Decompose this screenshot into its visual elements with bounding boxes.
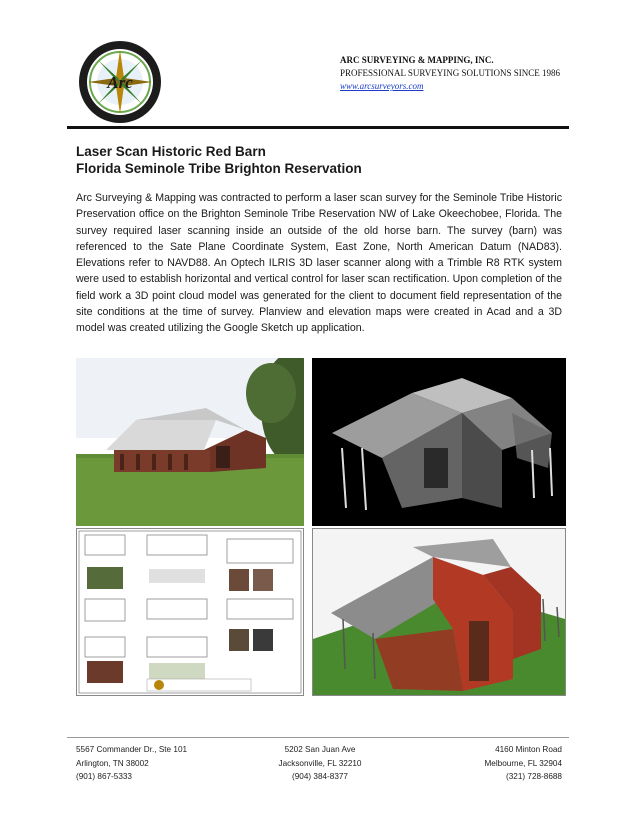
footer-divider — [67, 737, 569, 738]
office-arlington — [76, 743, 187, 784]
logo-text: Arc — [107, 73, 133, 92]
office-address: 5567 Commander Dr., Ste 101 — [76, 745, 188, 754]
company-info — [340, 54, 560, 93]
office-city: Jacksonville, FL 32210 — [278, 758, 362, 768]
description-paragraph: Arc Surveying & Mapping was contracted to perform a laser scan survey for the Seminole Tribe Historic Preservation office on the Brighton Seminole Tribe Reservation NW of Lake Okeechobee, Florida. The survey required laser scanning inside an outside of the old horse barn. The survey (barn) was referenced to the Sate Plane Coordinate System, East Zone, North American Datum (NAD83). Elevations refer to NAVD88. An Optech ILRIS 3D laser scanner along with a Trimble R8 RTK system were used to establish horizontal and vertical control for laser scan rectification. Upon completion of the field work a 3D point cloud model was generated for the client to document field representation of the site conditions at the time of survey. Planview and elevation maps were created in Acad and a 3D model was created utilizing the Google Sketch up application. — [76, 192, 562, 335]
website-link[interactable]: www.arcsurveyors.com — [340, 81, 424, 91]
company-tagline: PROFESSIONAL SURVEYING SOLUTIONS SINCE 1986 — [340, 68, 560, 78]
office-address: 5202 San Juan Ave — [284, 745, 356, 754]
title-line-1: Laser Scan Historic Red Barn — [76, 144, 266, 159]
office-city: Melbourne, FL 32904 — [484, 758, 562, 768]
point-cloud-image — [312, 358, 566, 526]
page-title — [76, 143, 362, 177]
office-phone: (904) 384-8377 — [292, 772, 348, 781]
header-divider — [67, 126, 569, 129]
office-address: 4160 Minton Road — [495, 745, 562, 754]
company-name: ARC SURVEYING & MAPPING, INC. — [340, 55, 494, 65]
office-jacksonville — [268, 743, 372, 784]
office-phone: (321) 728-8688 — [506, 772, 562, 781]
plan-elevation-sheet — [76, 528, 304, 696]
sketchup-model-image — [312, 528, 566, 696]
company-logo — [78, 40, 162, 124]
office-city: Arlington, TN 38002 — [76, 758, 149, 768]
office-melbourne — [484, 743, 562, 784]
barn-photo — [76, 358, 304, 526]
title-line-2: Florida Seminole Tribe Brighton Reservation — [76, 161, 362, 176]
office-phone: (901) 867-5333 — [76, 772, 132, 781]
